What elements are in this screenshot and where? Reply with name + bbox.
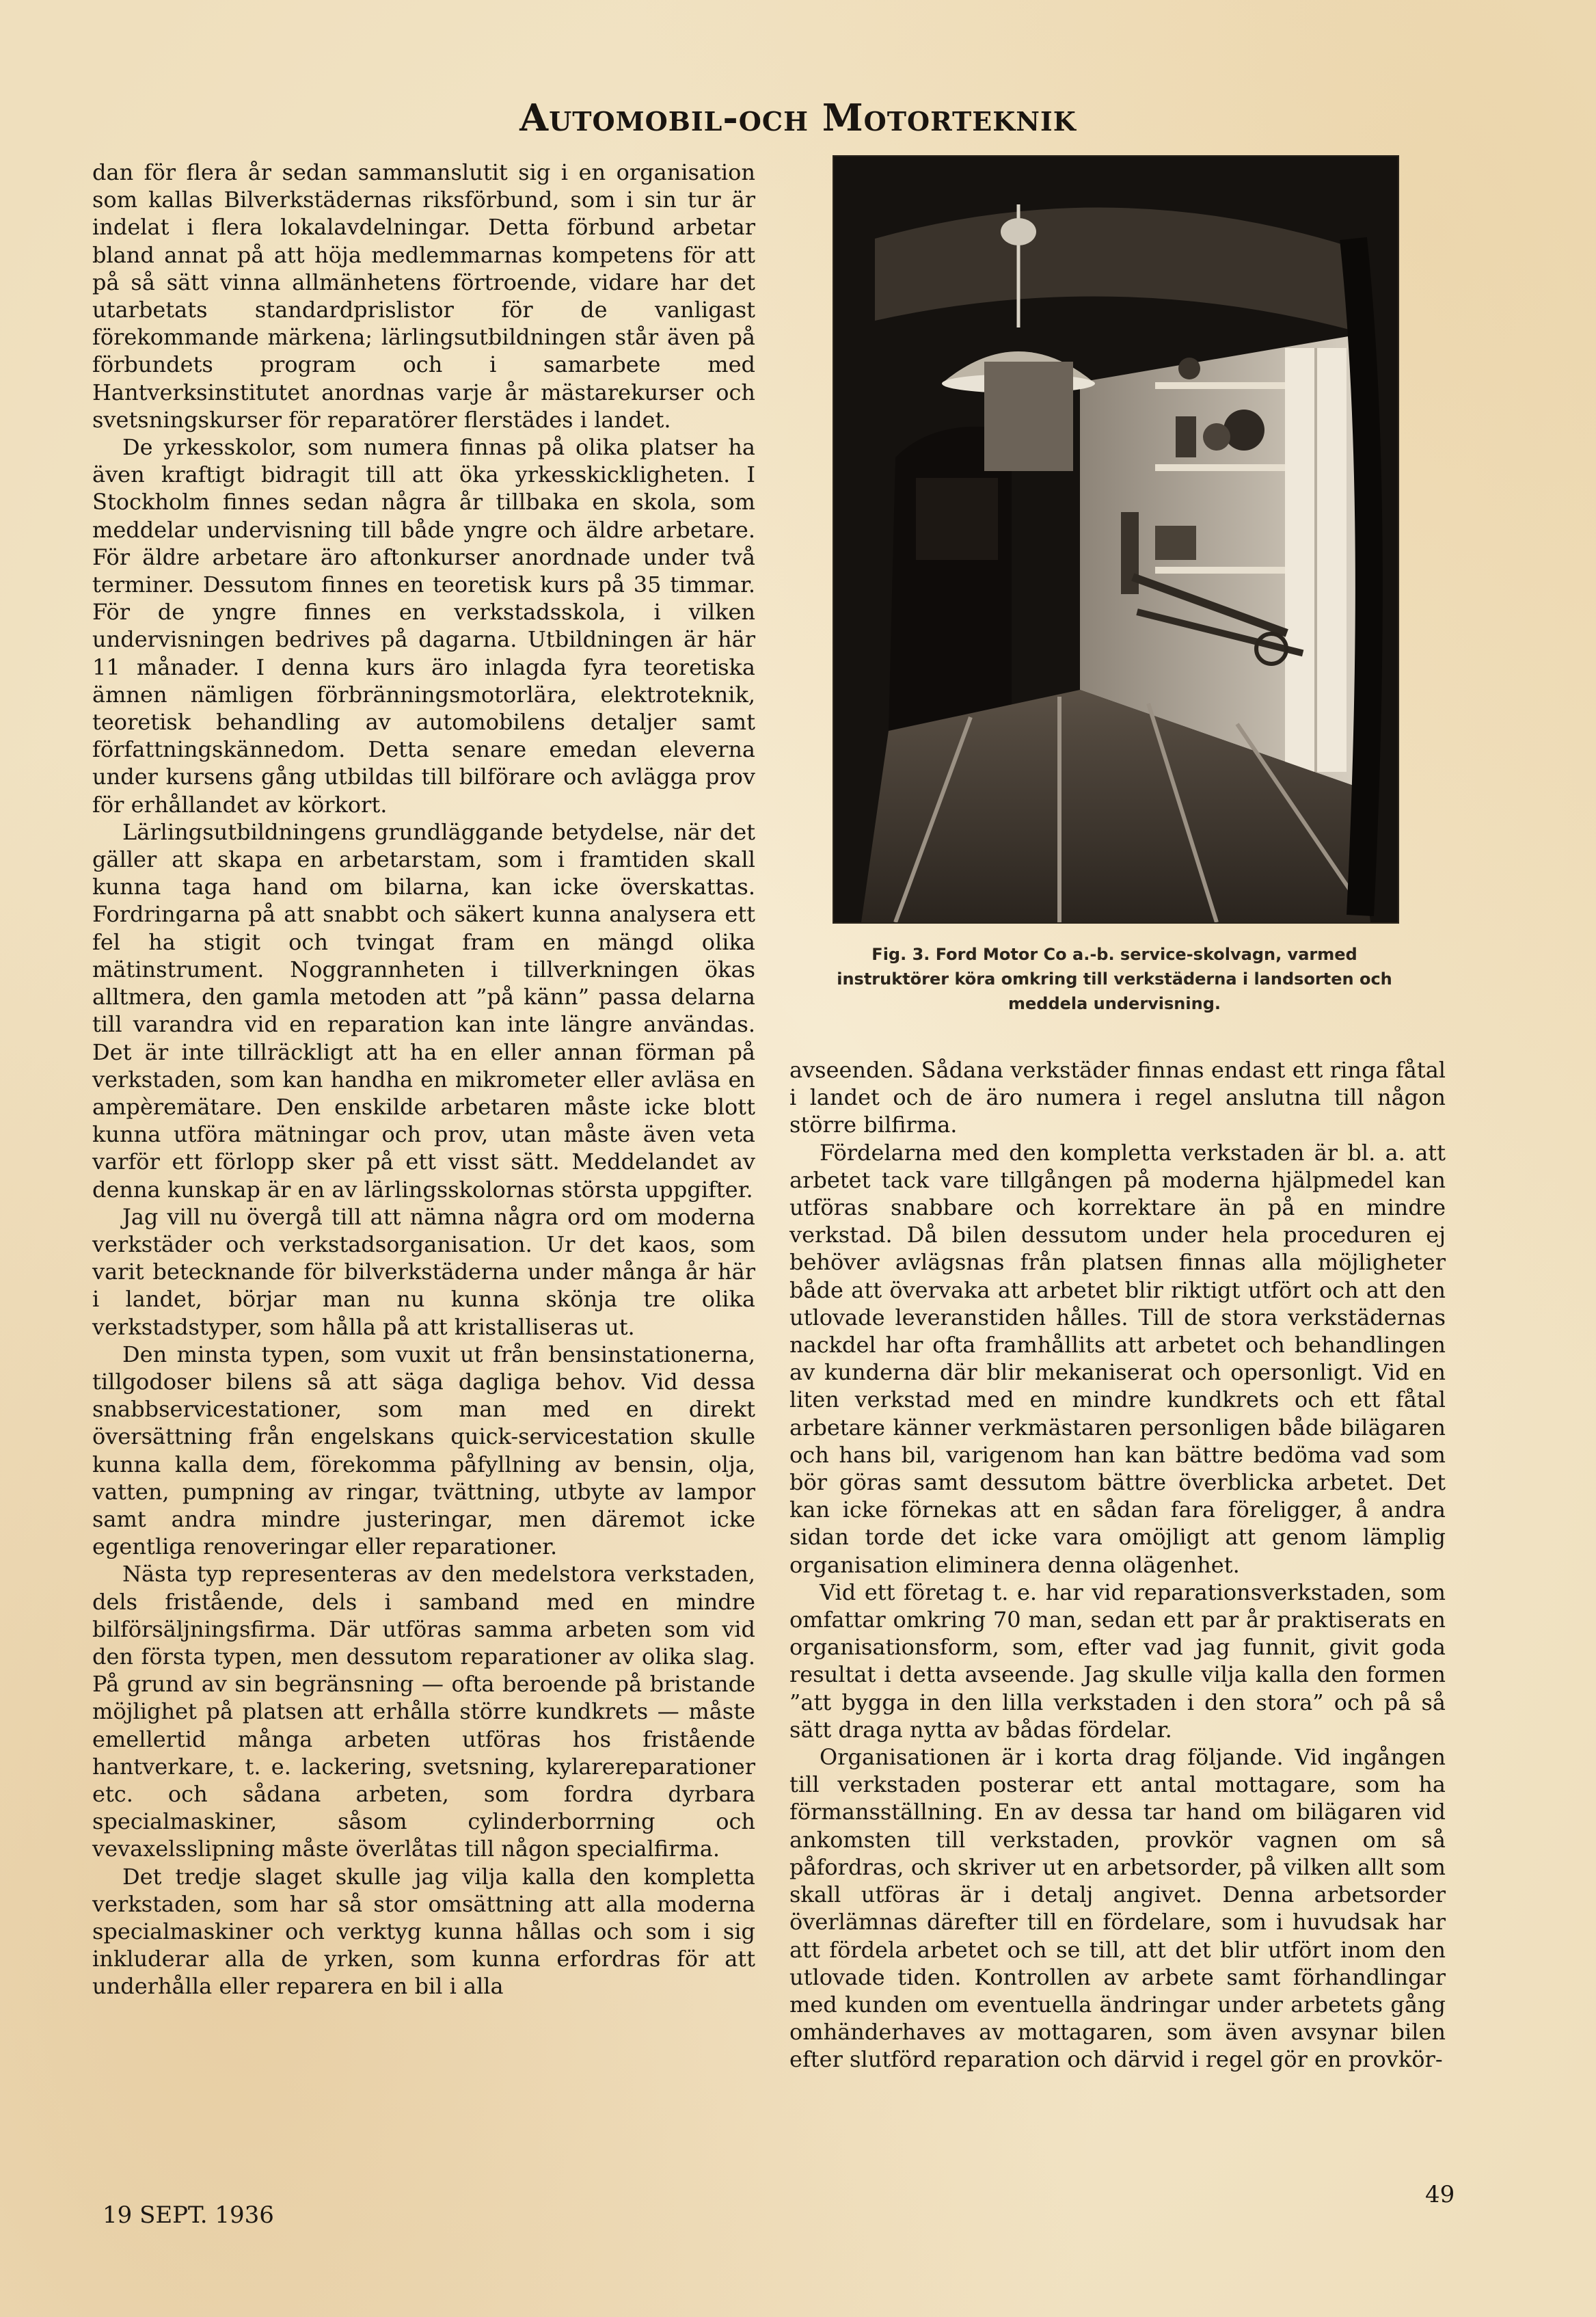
paragraph: Vid ett företag t. e. har vid reparationsverkstaden, som omfattar omkring 70 man, sedan ett par år praktiserats en organisationsform, som, efter vad jag funnit, givit goda resultat i detta avseende. Jag skulle vilja kalla den formen ”att bygga in den lilla verkstaden i den stora” och på så sätt draga nytta av bådas fördelar. [789, 1579, 1446, 1743]
paragraph: avseenden. Sådana verkstäder finnas endast ett ringa fåtal i landet och de äro numera i regel anslutna till någon större bilfirma. [789, 1057, 1446, 1138]
paragraph: Fördelarna med den kompletta verkstaden är bl. a. att arbetet tack vare tillgången på moderna hjälpmedel kan utföras snabbare och korrektare än på en mindre verkstad. Då bilen dessutom under hela proceduren ej behöver avlägsnas från platsen finnas alla möjligheter både att övervaka att arbetet blir riktigt utfört och att den utlovade leveranstiden hålles. Till de stora verkstädernas nackdel har ofta framhållits att arbetet och behandlingen av kunderna där blir mekaniserat och opersonligt. Vid en liten verkstad med en mindre kundkrets och ett fåtal arbetare känner verkmästaren personligen både bilägaren och hans bil, varigenom han kan bättre bedöma vad som bör göras samt dessutom bättre överblicka arbetet. Det kan icke förnekas att en sådan fara föreligger, å andra sidan torde det icke vara omöjligt att genom lämplig organisation eliminera denna olägenhet. [789, 1139, 1446, 1578]
page-number: 49 [1425, 2181, 1455, 2208]
section-header: Automobil-och Motorteknik [519, 96, 1077, 139]
issue-date: 19 SEPT. 1936 [103, 2201, 274, 2229]
paragraph: Organisationen är i korta drag följande. Vid ingången till verkstaden posterar ett antal mottagare, som ha förmansställning. En av dessa tar hand om bilägaren vid ankomsten till verkstaden, provkör vagnen om så påfordras, och skriver ut en arbetsorder, på vilken allt som skall utföras är i detalj angivet. Denna arbetsorder överlämnas därefter till en fördelare, som i huvudsak har att fördela arbetet och se till, att det blir utfört inom den utlovade tiden. Kontrollen av arbete samt förhandlingar med kunden om eventuella ändringar under arbetets gång omhänderhaves av mottagaren, som även avsynar bilen efter slutförd reparation och därvid i regel gör en provkör- [789, 1744, 1446, 2073]
paragraph: Jag vill nu övergå till att nämna några ord om moderna verkstäder och verkstadsorganisation. Ur det kaos, som varit betecknande för bilverkstäderna under många år här i landet, börjar man nu kunna skönja tre olika verkstadstyper, som hålla på att kristalliseras ut. [92, 1203, 755, 1340]
paragraph: De yrkesskolor, som numera finnas på olika platser ha även kraftigt bidragit till att öka yrkesskickligheten. I Stockholm finnes sedan några år tillbaka en skola, som meddelar undervisning till både yngre och äldre arbetare. För äldre arbetare äro aftonkurser anordnade under två terminer. Dessutom finnes en teoretisk kurs på 35 timmar. För de yngre finnes en verkstadsskola, i vilken undervisningen bedrives på dagarna. Utbildningen är här 11 månader. I denna kurs äro inlagda fyra teoretiska ämnen nämligen förbränningsmotorlära, elektroteknik, teoretisk behandling av automobilens detaljer samt författningskännedom. Detta senare emedan eleverna under kursens gång utbildas till bilförare och avlägga prov för erhållandet av körkort. [92, 434, 755, 818]
paragraph: Det tredje slaget skulle jag vilja kalla den kompletta verkstaden, som har så stor omsättning att alla moderna specialmaskiner och verktyg kunna hållas och som i sig inkluderar alla de yrken, som kunna erfordras för att underhålla eller reparera en bil i alla [92, 1863, 755, 2000]
paragraph: Den minsta typen, som vuxit ut från bensinstationerna, tillgodoser bilens så att säga dagliga behov. Vid dessa snabbservicestationer, som man med en direkt översättning från engelskans quick-servicestation skulle kunna kalla dem, förekomma påfyllning av bensin, olja, vatten, pumpning av ringar, tvättning, utbyte av lampor samt andra mindre justeringar, men däremot icke egentliga renoveringar eller reparationer. [92, 1341, 755, 1560]
paragraph: Lärlingsutbildningens grundläggande betydelse, när det gäller att skapa en arbetarstam, som i framtiden skall kunna taga hand om bilarna, kan icke överskattas. Fordringarna på att snabbt och säkert kunna analysera ett fel ha stigit och tvingat fram en mängd olika mätinstrument. Noggrannheten i tillverkningen ökas alltmera, den gamla metoden att ”på känn” passa delarna till varandra vid en reparation kan inte längre användas. Det är inte tillräckligt att ha en eller annan förman på verkstaden, som kan handha en mikrometer eller avläsa en ampèremätare. Den enskilde arbetaren måste icke blott kunna utföra mätningar och prov, utan måste även veta varför ett förlopp sker på ett visst sätt. Meddelandet av denna kunskap är en av lärlingsskolornas största uppgifter. [92, 818, 755, 1203]
service-van-interior-photo [834, 157, 1398, 922]
right-column [789, 1056, 1446, 2074]
paragraph: Nästa typ representeras av den medelstora verkstaden, dels fristående, dels i samband med en mindre bilförsäljningsfirma. Där utföras samma arbeten som vid den första typen, men dessutom reparationer av olika slag. På grund av sin begränsning — ofta beroende på bristande möjlighet på platsen att erhålla större kundkrets — måste emellertid många arbeten utföras hos fristående hantverkare, t. e. lackering, svetsning, kylarereparationer etc. och sådana arbeten, som fordra dyrbara specialmaskiner, såsom cylinderborrning och vevaxelsslipning måste överlåtas till någon specialfirma. [92, 1561, 755, 1862]
left-column [92, 159, 755, 2000]
figure-photo [833, 155, 1399, 924]
paragraph: dan för flera år sedan sammanslutit sig i en organisation som kallas Bilverkstädernas riksförbund, som i sin tur är indelat i flera lokalavdelningar. Detta förbund arbetar bland annat på att höja medlemmarnas kompetens för att på så sätt vinna allmänhetens förtroende, vidare har det utarbetats standardprislistor för de vanligast förekommande märkena; lärlingsutbildningen står även på förbundets program och i samarbete med Hantverksinstitutet anordnas varje år mästarekurser och svetsningskurser för reparatörer flerstädes i landet. [92, 159, 755, 433]
figure-caption: Fig. 3. Ford Motor Co a.-b. service-skolvagn, varmed instruktörer köra omkring till verkstäderna i landsorten och meddela undervisning. [837, 945, 1392, 1013]
